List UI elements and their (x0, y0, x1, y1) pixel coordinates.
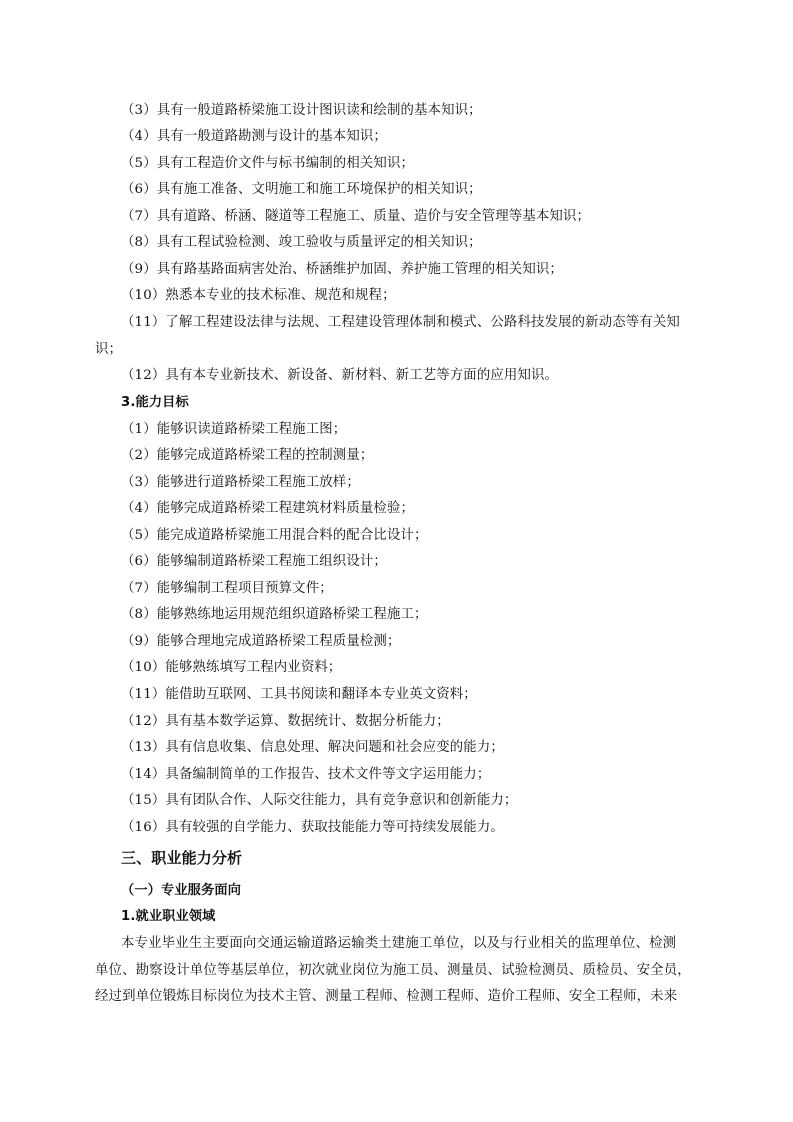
ability-item-12: （12）具有基本数学运算、数据统计、数据分析能力； (121, 714, 450, 729)
ability-item-4: （4）能够完成道路桥梁工程建筑材料质量检验； (121, 501, 415, 516)
ability-item-11: （11）能借助互联网、工具书阅读和翻译本专业英文资料； (121, 687, 477, 702)
ability-item-1: （1）能够识读道路桥梁工程施工图； (121, 422, 347, 437)
knowledge-item-6: （6）具有施工准备、文明施工和施工环境保护的相关知识； (121, 182, 482, 197)
ability-item-5: （5）能完成道路桥梁施工用混合料的配合比设计； (121, 528, 428, 543)
ability-item-6: （6）能够编制道路桥梁工程施工组织设计； (121, 554, 387, 569)
knowledge-item-9: （9）具有路基路面病害处治、桥涵维护加固、养护施工管理的相关知识； (121, 262, 563, 277)
ability-item-8: （8）能够熟练地运用规范组织道路桥梁工程施工； (121, 607, 428, 622)
ability-item-3: （3）能够进行道路桥梁工程施工放样； (121, 475, 360, 490)
knowledge-item-4: （4）具有一般道路勘测与设计的基本知识； (121, 129, 387, 144)
knowledge-item-3: （3）具有一般道路桥梁施工设计图识读和绘制的基本知识； (121, 103, 482, 118)
knowledge-item-7: （7）具有道路、桥涵、隧道等工程施工、质量、造价与安全管理等基本知识； (121, 209, 591, 224)
paragraph-line-3: 经过到单位锻炼目标岗位为技术主管、测量工程师、检测工程师、造价工程师、安全工程师，未来 (95, 989, 678, 1004)
ability-item-2: （2）能够完成道路桥梁工程的控制测量； (121, 448, 374, 463)
ability-item-10: （10）能够熟练填写工程内业资料； (121, 660, 342, 675)
section-heading: 三、职业能力分析 (121, 849, 243, 867)
ability-heading: 3.能力目标 (121, 395, 189, 410)
knowledge-item-8: （8）具有工程试验检测、竣工验收与质量评定的相关知识； (121, 235, 482, 250)
knowledge-item-10: （10）熟悉本专业的技术标准、规范和规程； (121, 288, 396, 303)
knowledge-item-11-line1: （11）了解工程建设法律与法规、工程建设管理体制和模式、公路科技发展的新动态等有关知 (121, 315, 680, 330)
ability-item-15: （15）具有团队合作、人际交往能力，具有竞争意识和创新能力； (121, 793, 518, 808)
ability-item-16: （16）具有较强的自学能力、获取技能能力等可持续发展能力。 (121, 820, 504, 835)
knowledge-item-5: （5）具有工程造价文件与标书编制的相关知识； (121, 156, 415, 171)
knowledge-item-11-line2: 识； (95, 342, 123, 357)
ability-item-7: （7）能够编制工程项目预算文件； (121, 581, 333, 596)
subsection-heading: （一）专业服务面向 (121, 883, 242, 898)
paragraph-line-2: 单位、勘察设计单位等基层单位，初次就业岗位为施工员、测量员、试验检测员、质检员、安全员， (95, 963, 691, 978)
knowledge-item-12: （12）具有本专业新技术、新设备、新材料、新工艺等方面的应用知识。 (121, 368, 559, 383)
employment-heading: 1.就业职业领域 (121, 909, 216, 924)
ability-item-13: （13）具有信息收集、信息处理、解决问题和社会应变的能力； (121, 740, 504, 755)
ability-item-9: （9）能够合理地完成道路桥梁工程质量检测； (121, 634, 401, 649)
paragraph-line-1: 本专业毕业生主要面向交通运输道路运输类土建施工单位，以及与行业相关的监理单位、检测 (121, 936, 677, 951)
ability-item-14: （14）具备编制简单的工作报告、技术文件等文字运用能力； (121, 767, 491, 782)
